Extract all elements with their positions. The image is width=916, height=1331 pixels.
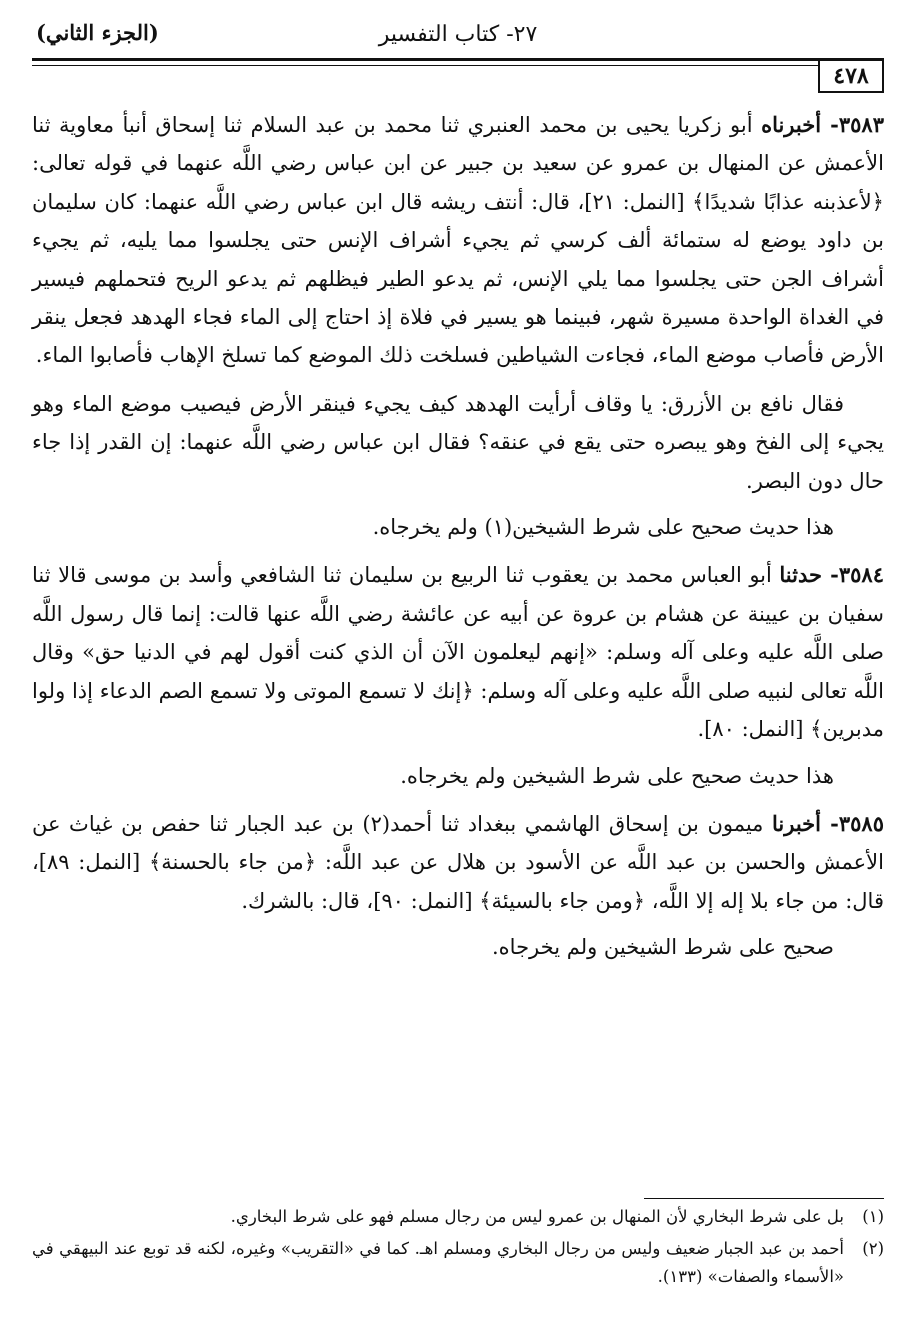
hadith-text: أبو زكريا يحيى بن محمد العنبري ثنا محمد بن عبد السلام ثنا إسحاق أنبأ معاوية ثنا الأعمش عن المنهال بن عمرو عن سعيد بن جبير عن ابن عباس رضي اللَّه عنهما في قوله تعالى: ﴿لأعذبنه عذابًا شديدًا﴾ [النمل: ٢١]، قال: أنتف ريشه قال ابن عباس رضي اللَّه عنهما: كان سليمان بن داود يوضع له ستمائة ألف كرسي ثم يجيء أشراف الإنس حتى يجلسوا مما يليه، ثم يجيء أشراف الجن حتى يجلسوا مما يلي الإنس، ثم يدعو الطير فيظلهم ثم يدعو الريح فتحملهم فيسير في الغداة الواحدة مسيرة شهر، فبينما هو يسير في فلاة إذ احتاج إلى الماء فجاء الهدهد فجعل ينقر الأرض فأصاب موضع الماء، فجاءت الشياطين فسلخت ذلك الموضع كما تسلخ الإهاب فأصابوا الماء. <box>32 113 884 368</box>
footnote-mark: (١) <box>862 1207 884 1226</box>
page-body <box>32 106 884 967</box>
hadith-3583-continuation: فقال نافع بن الأزرق: يا وقاف أرأيت الهدهد كيف يجيء فينقر الأرض فيصيب موضع الماء وهو يجيء إلى الفخ وهو يبصره حتى يقع في عنقه؟ فقال ابن عباس رضي اللَّه عنهما: إن القدر إذا جاء حال دون البصر. <box>32 391 884 493</box>
hadith-3585 <box>32 805 884 920</box>
hadith-3585-verdict: صحيح على شرط الشيخين ولم يخرجاه. <box>492 935 834 960</box>
hadith-3583 <box>32 106 884 375</box>
page-number: ٤٧٨ <box>818 61 884 93</box>
footnote-1 <box>32 1203 884 1231</box>
footnote-text: أحمد بن عبد الجبار ضعيف وليس من رجال البخاري ومسلم اهـ. كما في «التقريب» وغيره، لكنه قد توبع عند البيهقي في «الأسماء والصفات» (١٣٣). <box>32 1239 844 1286</box>
hadith-3584-verdict: هذا حديث صحيح على شرط الشيخين ولم يخرجاه. <box>400 763 834 788</box>
book-page <box>32 18 884 1313</box>
hadith-3584 <box>32 556 884 748</box>
footnote-rule <box>644 1198 884 1199</box>
footnote-text: بل على شرط البخاري لأن المنهال بن عمرو ليس من رجال مسلم فهو على شرط البخاري. <box>230 1207 844 1226</box>
hadith-number: ٣٥٨٤- حدثنا <box>779 562 884 588</box>
hadith-3583-verdict: هذا حديث صحيح على شرط الشيخين(١) ولم يخرجاه. <box>372 515 834 540</box>
footnote-mark: (٢) <box>862 1239 884 1258</box>
chapter-title: ٢٧- كتاب التفسير <box>378 22 538 47</box>
header-rule-thin <box>32 65 884 66</box>
hadith-text: ميمون بن إسحاق الهاشمي ببغداد ثنا أحمد(٢) بن عبد الجبار ثنا حفص بن غياث عن الأعمش والحسن بن عبد اللَّه عن الأسود بن هلال عن عبد اللَّه: ﴿من جاء بالحسنة﴾ [النمل: ٨٩]، قال: من جاء بلا إله إلا اللَّه، ﴿ومن جاء بالسيئة﴾ [النمل: ٩٠]، قال: بالشرك. <box>32 811 884 913</box>
hadith-number: ٣٥٨٣- أخبرناه <box>761 112 884 137</box>
footnote-2 <box>32 1235 884 1291</box>
hadith-number: ٣٥٨٥- أخبرنا <box>771 810 884 836</box>
footnotes <box>32 1198 884 1291</box>
page-header <box>32 18 884 54</box>
header-rule-thick <box>32 58 884 61</box>
volume-label: (الجزء الثاني) <box>36 20 159 45</box>
hadith-text: أبو العباس محمد بن يعقوب ثنا الربيع بن سليمان ثنا الشافعي وأسد بن موسى قالا ثنا سفيان بن عيينة عن هشام بن عروة عن أبيه عن عائشة رضي اللَّه عنها قالت: إنما قال رسول اللَّه صلى اللَّه عليه وعلى آله وسلم: «إنهم ليعلمون الآن أن الذي كنت أقول لهم في الدنيا حق» وقال اللَّه تعالى لنبيه صلى اللَّه عليه وعلى آله وسلم: ﴿إنك لا تسمع الموتى ولا تسمع الصم الدعاء إذا ولوا مدبرين﴾ [النمل: ٨٠]. <box>32 563 884 742</box>
